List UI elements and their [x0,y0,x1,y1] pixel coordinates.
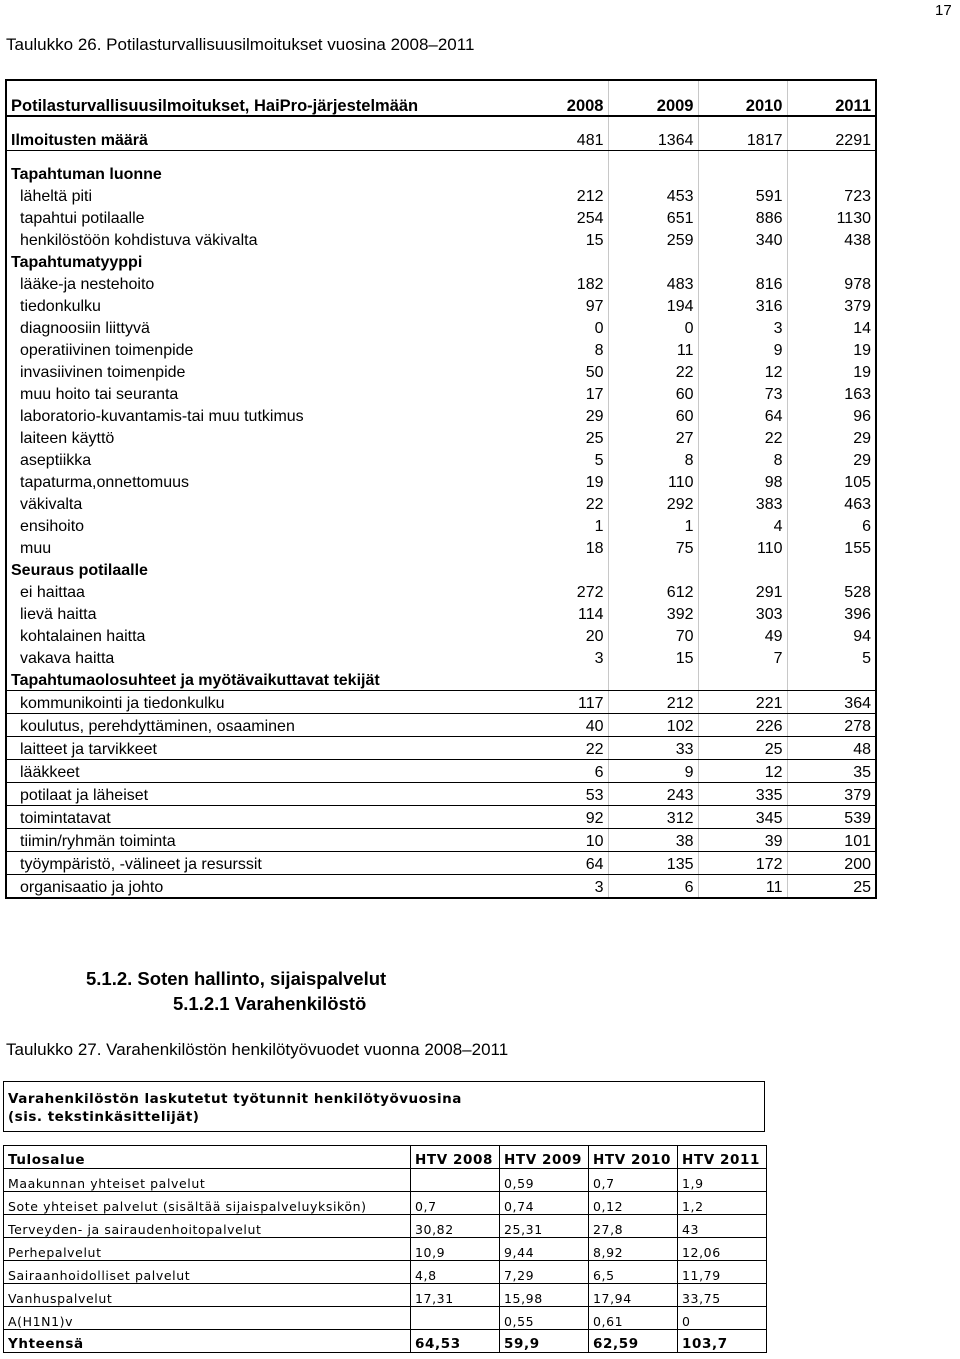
row-value: 316 [698,294,787,316]
section-empty-cell [698,668,787,691]
page-number: 17 [935,2,952,19]
data-row [6,448,876,470]
section-header-row [6,558,876,580]
row-value: 200 [787,852,876,875]
data-row [6,272,876,294]
section-empty-cell [787,162,876,184]
row-value: 3 [519,875,608,899]
data-row [6,806,876,829]
row-value: 651 [608,206,698,228]
row-value: 25 [585,430,604,447]
row-value: 438 [787,228,876,250]
row-value: 96 [787,404,876,426]
row-label: toimintatavat [6,806,519,829]
header-year: 2010 [698,80,787,116]
header-cell: HTV 2008 [411,1146,500,1169]
row-value: 15,98 [500,1284,589,1307]
section-title: Seuraus potilaalle [6,558,519,580]
data-row [6,760,876,783]
row-label: koulutus, perehdyttäminen, osaaminen [6,714,519,737]
row-label: muu hoito tai seuranta [6,382,519,404]
row-value: 886 [698,206,787,228]
row-value: 12 [698,760,787,783]
table-27-caption: Taulukko 27. Varahenkilöstön henkilötyövuodet vuonna 2008–2011 [6,1040,509,1059]
row-value: 816 [698,272,787,294]
row-value: 29 [787,448,876,470]
row-value: 6,5 [589,1261,678,1284]
row-label: diagnoosiin liittyvä [6,316,519,338]
section-header-row [6,250,876,272]
data-row [4,1261,767,1284]
row-value: 0,59 [500,1169,589,1192]
row-value: 0,12 [589,1192,678,1215]
incident-reports-table [5,79,877,899]
row-value: 392 [608,602,698,624]
row-label: invasiivinen toimenpide [6,360,519,382]
row-value: 528 [787,580,876,602]
row-value: 17,31 [411,1284,500,1307]
table-title-line-1: Varahenkilöstön laskutetut työtunnit henkilötyövuosina [8,1091,462,1107]
row-value: 5 [594,452,604,469]
row-value: 6 [787,514,876,536]
header-cell: HTV 2010 [589,1146,678,1169]
row-value: 0 [678,1307,767,1330]
section-heading-sote-administration: 5.1.2. Soten hallinto, sijaispalvelut [86,968,387,989]
row-value: 612 [608,580,698,602]
row-value: 345 [698,806,787,829]
row-value: 30,82 [411,1215,500,1238]
row-value: 102 [608,714,698,737]
data-row [6,360,876,382]
row-value: 221 [698,691,787,714]
row-value: 483 [608,272,698,294]
row-label: laboratorio-kuvantamis-tai muu tutkimus [6,404,519,426]
row-label: operatiivinen toimenpide [6,338,519,360]
row-value: 3 [698,316,787,338]
spacer-row [6,151,876,163]
row-label: vakava haitta [6,646,519,668]
row-value: 43 [678,1215,767,1238]
row-value: 226 [698,714,787,737]
row-value: 463 [787,492,876,514]
row-label: kohtalainen haitta [6,624,519,646]
row-value: 29 [787,426,876,448]
section-empty-cell [787,668,876,691]
row-value: 35 [787,760,876,783]
row-label: työympäristö, -välineet ja resurssit [6,852,519,875]
row-value: 92 [519,806,608,829]
section-empty-cell [698,250,787,272]
row-value: 383 [698,492,787,514]
spacer-cell [608,116,698,128]
row-value: 172 [698,852,787,875]
total-value: 2291 [787,128,876,151]
row-value: 978 [787,272,876,294]
row-value: 117 [519,691,608,714]
row-value: 135 [608,852,698,875]
spacer-cell [519,151,608,163]
row-value: 1130 [787,206,876,228]
incident-reports-table-body [6,80,876,898]
data-row [6,514,876,536]
row-value: 70 [608,624,698,646]
table-title-line-2: (sis. tekstinkäsittelijät) [8,1109,200,1125]
substitute-staff-table [3,1145,767,1353]
row-value: 105 [787,470,876,492]
row-value: 539 [787,806,876,829]
row-value: 25,31 [500,1215,589,1238]
section-empty-cell [608,558,698,580]
row-label: tiimin/ryhmän toiminta [6,829,519,852]
spacer-cell [698,116,787,128]
row-value: 98 [698,470,787,492]
section-empty-cell [519,668,608,691]
header-year: 2008 [519,80,608,116]
row-value: 379 [787,783,876,806]
row-value: 33 [608,737,698,760]
row-value: 9 [608,760,698,783]
data-row [6,492,876,514]
header-label: Potilasturvallisuusilmoitukset, HaiPro-järjestelmään [6,80,519,116]
row-value: 8,92 [589,1238,678,1261]
sum-value: 62,59 [589,1330,678,1353]
spacer-cell [787,116,876,128]
section-empty-cell [519,162,608,184]
total-value: 1817 [698,128,787,151]
row-value: 17 [585,386,604,403]
row-value: 75 [608,536,698,558]
subsection-heading-substitute-staff: 5.1.2.1 Varahenkilöstö [173,993,367,1014]
row-value: 64 [519,852,608,875]
row-value: 7,29 [500,1261,589,1284]
data-row [6,184,876,206]
total-value: 481 [519,128,608,151]
data-row [6,829,876,852]
row-value: 278 [787,714,876,737]
section-title: Tapahtumaolosuhteet ja myötävaikuttavat tekijät [6,668,519,691]
row-value: 8 [594,342,604,359]
data-row [4,1169,767,1192]
data-row [4,1307,767,1330]
sum-label: Yhteensä [4,1330,411,1353]
row-value: 212 [608,691,698,714]
row-value: 4 [698,514,787,536]
row-value: 312 [608,806,698,829]
section-empty-cell [787,250,876,272]
row-value: 723 [787,184,876,206]
row-value: 50 [585,364,604,381]
sum-value: 64,53 [411,1330,500,1353]
sum-value: 103,7 [678,1330,767,1353]
row-value: 11 [698,875,787,899]
row-label: Terveyden- ja sairaudenhoitopalvelut [4,1215,411,1238]
sum-row [4,1330,767,1353]
row-label: ensihoito [6,514,519,536]
row-value: 8 [608,448,698,470]
section-empty-cell [519,250,608,272]
row-value: 49 [698,624,787,646]
row-value: 453 [608,184,698,206]
row-value: 25 [787,875,876,899]
row-value: 15 [608,646,698,668]
data-row [4,1215,767,1238]
data-row [6,691,876,714]
data-row [6,602,876,624]
data-row [4,1284,767,1307]
total-label: Ilmoitusten määrä [6,128,519,151]
header-row [6,80,876,116]
row-value: 335 [698,783,787,806]
row-value: 379 [787,294,876,316]
row-label: Vanhuspalvelut [4,1284,411,1307]
data-row [6,624,876,646]
row-value [411,1169,500,1192]
section-empty-cell [608,250,698,272]
row-value: 27 [608,426,698,448]
data-row [6,426,876,448]
row-value: 97 [585,298,604,315]
spacer-row [6,116,876,128]
row-value: 364 [787,691,876,714]
row-label: Perhepalvelut [4,1238,411,1261]
data-row [6,404,876,426]
row-label: tapaturma,onnettomuus [6,470,519,492]
row-value [411,1307,500,1330]
row-value: 243 [608,783,698,806]
row-value: 163 [787,382,876,404]
row-value: 20 [585,628,604,645]
section-empty-cell [698,162,787,184]
row-value: 22 [608,360,698,382]
row-label: Sairaanhoidolliset palvelut [4,1261,411,1284]
row-value: 1,9 [678,1169,767,1192]
data-row [6,875,876,899]
data-row [4,1238,767,1261]
spacer-cell [608,151,698,163]
data-row [6,338,876,360]
data-row [6,206,876,228]
data-row [6,228,876,250]
data-row [6,294,876,316]
row-value: 212 [576,188,604,205]
row-label: läheltä piti [6,184,519,206]
table-26-caption: Taulukko 26. Potilasturvallisuusilmoitukset vuosina 2008–2011 [6,35,475,54]
section-header-row [6,162,876,184]
row-value: 19 [585,474,604,491]
sum-value: 59,9 [500,1330,589,1353]
total-value: 1364 [608,128,698,151]
substitute-staff-table-body [4,1146,767,1353]
row-value: 48 [787,737,876,760]
section-title: Tapahtuman luonne [6,162,519,184]
row-value: 7 [698,646,787,668]
row-value: 0 [594,320,604,337]
row-label: tapahtui potilaalle [6,206,519,228]
data-row [6,470,876,492]
data-row [4,1192,767,1215]
section-empty-cell [787,558,876,580]
row-value: 19 [787,338,876,360]
section-empty-cell [608,162,698,184]
row-value: 53 [519,783,608,806]
header-row [4,1146,767,1169]
row-label: lääke-ja nestehoito [6,272,519,294]
row-value: 259 [608,228,698,250]
row-value: 303 [698,602,787,624]
row-value: 110 [608,470,698,492]
header-cell: Tulosalue [4,1146,411,1169]
row-value: 38 [608,829,698,852]
section-title: Tapahtumatyyppi [6,250,519,272]
row-label: tiedonkulku [6,294,519,316]
row-value: 10 [519,829,608,852]
row-value: 6 [608,875,698,899]
row-value: 194 [608,294,698,316]
row-value: 8 [698,448,787,470]
row-value: 10,9 [411,1238,500,1261]
data-row [6,783,876,806]
row-value: 291 [698,580,787,602]
row-label: organisaatio ja johto [6,875,519,899]
row-value: 60 [608,382,698,404]
section-empty-cell [698,558,787,580]
row-label: muu [6,536,519,558]
row-value: 6 [519,760,608,783]
data-row [6,580,876,602]
total-row [6,128,876,151]
row-value: 27,8 [589,1215,678,1238]
row-value: 1,2 [678,1192,767,1215]
row-value: 292 [608,492,698,514]
row-value: 29 [585,408,604,425]
row-label: väkivalta [6,492,519,514]
header-cell: HTV 2009 [500,1146,589,1169]
row-value: 94 [787,624,876,646]
row-value: 15 [585,232,604,249]
section-header-row [6,668,876,691]
row-value: 39 [698,829,787,852]
row-label: Maakunnan yhteiset palvelut [4,1169,411,1192]
row-value: 1 [594,518,604,535]
data-row [6,382,876,404]
data-row [6,714,876,737]
row-value: 340 [698,228,787,250]
row-value: 101 [787,829,876,852]
row-value: 73 [698,382,787,404]
row-value: 11 [608,338,698,360]
row-value: 19 [787,360,876,382]
row-value: 0,74 [500,1192,589,1215]
row-value: 12 [698,360,787,382]
row-value: 114 [577,606,604,623]
spacer-cell [6,151,519,163]
row-value: 22 [519,737,608,760]
data-row [6,852,876,875]
spacer-cell [6,116,519,128]
row-value: 0,55 [500,1307,589,1330]
row-value: 9 [698,338,787,360]
data-row [6,646,876,668]
row-value: 5 [787,646,876,668]
row-value: 155 [787,536,876,558]
spacer-cell [787,151,876,163]
row-value: 4,8 [411,1261,500,1284]
row-value: 272 [576,584,604,601]
row-label: kommunikointi ja tiedonkulku [6,691,519,714]
row-value: 0,7 [411,1192,500,1215]
spacer-cell [519,116,608,128]
row-label: potilaat ja läheiset [6,783,519,806]
row-value: 11,79 [678,1261,767,1284]
row-label: ei haittaa [6,580,519,602]
section-empty-cell [519,558,608,580]
row-value: 40 [519,714,608,737]
header-year: 2011 [787,80,876,116]
row-label: lievä haitta [6,602,519,624]
header-cell: HTV 2011 [678,1146,767,1169]
data-row [6,316,876,338]
row-label: aseptiikka [6,448,519,470]
row-value: 33,75 [678,1284,767,1307]
row-label: lääkkeet [6,760,519,783]
row-value: 17,94 [589,1284,678,1307]
row-value: 591 [698,184,787,206]
row-value: 25 [698,737,787,760]
row-value: 182 [576,276,604,293]
row-label: laitteet ja tarvikkeet [6,737,519,760]
row-value: 9,44 [500,1238,589,1261]
row-value: 64 [698,404,787,426]
spacer-cell [698,151,787,163]
row-label: henkilöstöön kohdistuva väkivalta [6,228,519,250]
data-row [6,536,876,558]
row-label: Sote yhteiset palvelut (sisältää sijaispalveluyksikön) [4,1192,411,1215]
row-value: 0,7 [589,1169,678,1192]
row-label: A(H1N1)v [4,1307,411,1330]
row-value: 396 [787,602,876,624]
row-value: 110 [698,536,787,558]
row-value: 12,06 [678,1238,767,1261]
substitute-staff-table-title [3,1081,765,1132]
row-value: 0 [608,316,698,338]
row-value: 22 [585,496,604,513]
data-row [6,737,876,760]
row-label: laiteen käyttö [6,426,519,448]
row-value: 254 [576,210,604,227]
row-value: 14 [787,316,876,338]
section-empty-cell [608,668,698,691]
row-value: 3 [594,650,604,667]
row-value: 0,61 [589,1307,678,1330]
header-year: 2009 [608,80,698,116]
row-value: 18 [585,540,604,557]
row-value: 60 [608,404,698,426]
row-value: 1 [608,514,698,536]
row-value: 22 [698,426,787,448]
